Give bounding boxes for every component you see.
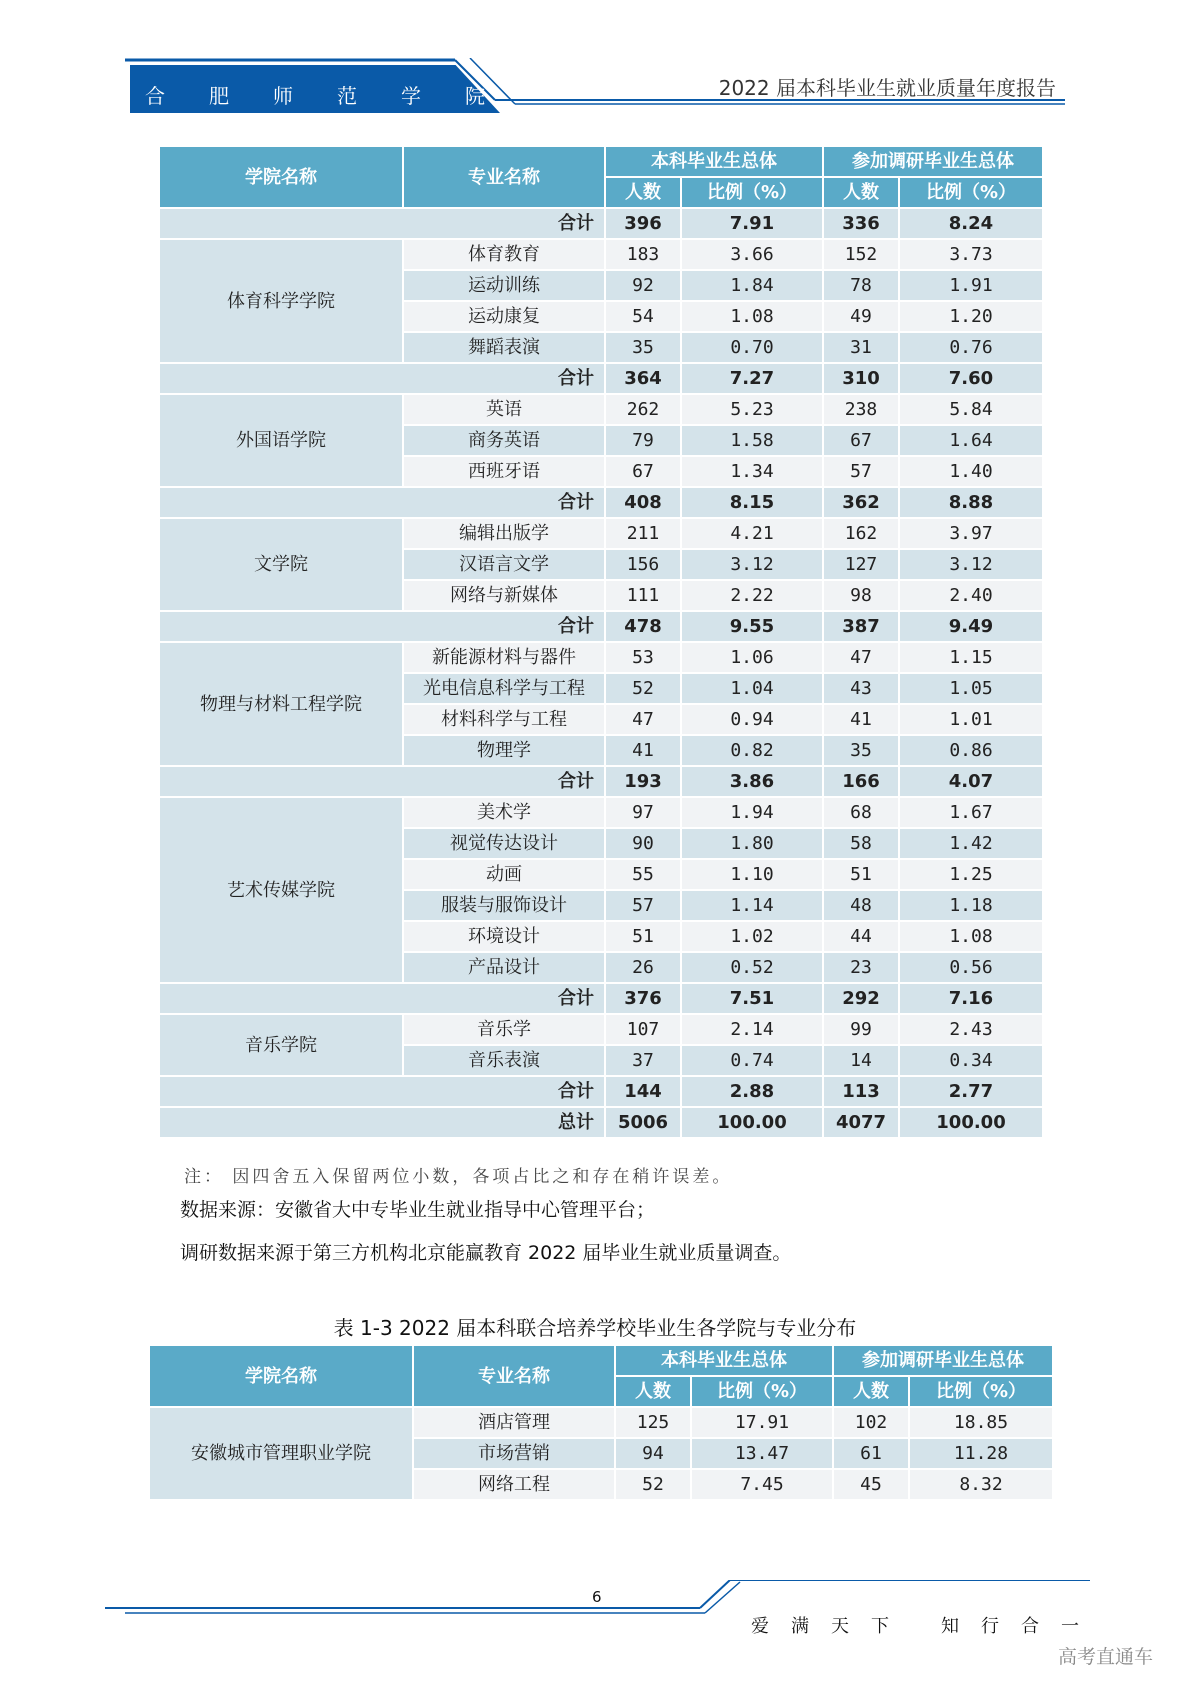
survey-count-cell: 67 [823,425,899,456]
ratio-cell: 1.10 [681,859,823,890]
survey-count-cell: 152 [823,239,899,270]
joint-training-table [148,1344,1054,1501]
major-name-cell: 材料科学与工程 [403,704,605,735]
subtotal-row [159,1076,1043,1107]
survey-count-cell: 336 [823,208,899,239]
ratio-cell: 3.86 [681,766,823,797]
count-cell: 67 [605,456,681,487]
watermark: 高考直通车 [1058,1646,1154,1668]
ratio-cell: 0.52 [681,952,823,983]
ratio-cell: 7.45 [691,1469,833,1500]
survey-count-cell: 44 [823,921,899,952]
motto-char: 爱 [751,1616,769,1637]
count-cell: 408 [605,487,681,518]
header-major: 专业名称 [413,1345,615,1407]
count-cell: 478 [605,611,681,642]
ratio-cell: 7.51 [681,983,823,1014]
major-name-cell: 光电信息科学与工程 [403,673,605,704]
count-cell: 211 [605,518,681,549]
survey-count-cell: 238 [823,394,899,425]
ratio-cell: 1.80 [681,828,823,859]
subtotal-row [159,611,1043,642]
ratio-cell: 1.58 [681,425,823,456]
header-college: 学院名称 [159,146,403,208]
count-cell: 92 [605,270,681,301]
ratio-cell: 1.06 [681,642,823,673]
survey-count-cell: 49 [823,301,899,332]
ratio-cell: 4.21 [681,518,823,549]
survey-ratio-cell: 1.67 [899,797,1043,828]
motto-char: 合 [1021,1616,1039,1637]
major-name-cell: 网络工程 [413,1469,615,1500]
ratio-cell: 7.91 [681,208,823,239]
subtotal-label: 总计 [159,1107,605,1138]
subtotal-label: 合计 [159,208,605,239]
subtotal-row [159,363,1043,394]
data-source-note: 数据来源：安徽省大中专毕业生就业指导中心管理平台； [180,1199,656,1221]
header-ratio: 比例（%） [681,177,823,208]
table-row [159,239,1043,270]
count-cell: 396 [605,208,681,239]
table-body [149,1407,1053,1500]
ratio-cell: 1.04 [681,673,823,704]
survey-count-cell: 58 [823,828,899,859]
survey-ratio-cell: 0.34 [899,1045,1043,1076]
ratio-cell: 100.00 [681,1107,823,1138]
survey-count-cell: 41 [823,704,899,735]
ratio-cell: 0.94 [681,704,823,735]
ratio-cell: 0.82 [681,735,823,766]
survey-count-cell: 78 [823,270,899,301]
count-cell: 26 [605,952,681,983]
survey-ratio-cell: 100.00 [899,1107,1043,1138]
survey-count-cell: 4077 [823,1107,899,1138]
survey-count-cell: 99 [823,1014,899,1045]
count-cell: 364 [605,363,681,394]
header-major: 专业名称 [403,146,605,208]
count-cell: 57 [605,890,681,921]
header-group-survey: 参加调研毕业生总体 [833,1345,1053,1376]
survey-ratio-cell: 0.56 [899,952,1043,983]
major-name-cell: 新能源材料与器件 [403,642,605,673]
school-name [145,80,485,109]
count-cell: 193 [605,766,681,797]
report-title: 2022 届本科毕业生就业质量年度报告 [718,76,1056,100]
ratio-cell: 17.91 [691,1407,833,1438]
survey-count-cell: 113 [823,1076,899,1107]
major-name-cell: 产品设计 [403,952,605,983]
survey-ratio-cell: 1.20 [899,301,1043,332]
survey-ratio-cell: 1.05 [899,673,1043,704]
ratio-cell: 1.08 [681,301,823,332]
header-college: 学院名称 [149,1345,413,1407]
major-name-cell: 音乐表演 [403,1045,605,1076]
header-group-all: 本科毕业生总体 [605,146,823,177]
motto-char: 一 [1061,1616,1079,1637]
survey-ratio-cell: 7.16 [899,983,1043,1014]
major-name-cell: 美术学 [403,797,605,828]
college-name-cell: 物理与材料工程学院 [159,642,403,766]
survey-count-cell: 61 [833,1438,909,1469]
count-cell: 79 [605,425,681,456]
subtotal-label: 合计 [159,1076,605,1107]
major-name-cell: 动画 [403,859,605,890]
rounding-note: 注： 因四舍五入保留两位小数，各项占比之和存在稍许误差。 [184,1167,733,1187]
survey-count-cell: 45 [833,1469,909,1500]
survey-ratio-cell: 7.60 [899,363,1043,394]
survey-count-cell: 387 [823,611,899,642]
count-cell: 90 [605,828,681,859]
count-cell: 5006 [605,1107,681,1138]
survey-ratio-cell: 1.42 [899,828,1043,859]
ratio-cell: 2.22 [681,580,823,611]
table-row [149,1407,1053,1438]
major-name-cell: 物理学 [403,735,605,766]
survey-count-cell: 23 [823,952,899,983]
count-cell: 111 [605,580,681,611]
subtotal-label: 合计 [159,983,605,1014]
major-name-cell: 汉语言文学 [403,549,605,580]
survey-count-cell: 14 [823,1045,899,1076]
survey-count-cell: 166 [823,766,899,797]
survey-count-cell: 31 [823,332,899,363]
subtotal-row [159,487,1043,518]
header-count: 人数 [833,1376,909,1407]
major-name-cell: 舞蹈表演 [403,332,605,363]
count-cell: 94 [615,1438,691,1469]
major-name-cell: 编辑出版学 [403,518,605,549]
count-cell: 53 [605,642,681,673]
college-name-cell: 文学院 [159,518,403,611]
count-cell: 41 [605,735,681,766]
survey-count-cell: 127 [823,549,899,580]
major-distribution-table [158,145,1044,1139]
survey-count-cell: 51 [823,859,899,890]
survey-ratio-cell: 2.77 [899,1076,1043,1107]
ratio-cell: 8.15 [681,487,823,518]
grand-total-row [159,1107,1043,1138]
major-name-cell: 体育教育 [403,239,605,270]
ratio-cell: 5.23 [681,394,823,425]
survey-count-cell: 310 [823,363,899,394]
school-name-char: 学 [401,84,421,108]
header-group-survey: 参加调研毕业生总体 [823,146,1043,177]
subtotal-label: 合计 [159,363,605,394]
major-name-cell: 环境设计 [403,921,605,952]
survey-ratio-cell: 5.84 [899,394,1043,425]
major-name-cell: 服装与服饰设计 [403,890,605,921]
ratio-cell: 7.27 [681,363,823,394]
header-ratio: 比例（%） [899,177,1043,208]
survey-ratio-cell: 2.40 [899,580,1043,611]
count-cell: 37 [605,1045,681,1076]
ratio-cell: 13.47 [691,1438,833,1469]
count-cell: 54 [605,301,681,332]
count-cell: 144 [605,1076,681,1107]
survey-ratio-cell: 1.64 [899,425,1043,456]
major-name-cell: 西班牙语 [403,456,605,487]
ratio-cell: 3.66 [681,239,823,270]
survey-count-cell: 162 [823,518,899,549]
survey-ratio-cell: 0.86 [899,735,1043,766]
survey-ratio-cell: 1.91 [899,270,1043,301]
page-number: 6 [592,1588,602,1606]
survey-ratio-cell: 11.28 [909,1438,1053,1469]
survey-count-cell: 35 [823,735,899,766]
college-name-cell: 体育科学学院 [159,239,403,363]
count-cell: 107 [605,1014,681,1045]
ratio-cell: 1.34 [681,456,823,487]
survey-count-cell: 98 [823,580,899,611]
major-name-cell: 酒店管理 [413,1407,615,1438]
count-cell: 51 [605,921,681,952]
survey-count-cell: 47 [823,642,899,673]
survey-count-cell: 102 [833,1407,909,1438]
ratio-cell: 1.84 [681,270,823,301]
motto-char: 行 [981,1616,999,1637]
ratio-cell: 1.94 [681,797,823,828]
count-cell: 376 [605,983,681,1014]
count-cell: 52 [615,1469,691,1500]
major-name-cell: 网络与新媒体 [403,580,605,611]
survey-ratio-cell: 4.07 [899,766,1043,797]
motto-char: 下 [871,1616,889,1637]
school-name-char: 院 [465,84,485,108]
survey-ratio-cell: 0.76 [899,332,1043,363]
school-name-char: 范 [337,84,357,108]
survey-ratio-cell: 3.12 [899,549,1043,580]
motto-char: 天 [831,1616,849,1637]
survey-ratio-cell: 8.88 [899,487,1043,518]
survey-ratio-cell: 3.97 [899,518,1043,549]
count-cell: 125 [615,1407,691,1438]
survey-count-cell: 57 [823,456,899,487]
survey-ratio-cell: 1.08 [899,921,1043,952]
subtotal-row [159,208,1043,239]
school-name-char: 师 [273,84,293,108]
header-count: 人数 [823,177,899,208]
major-name-cell: 视觉传达设计 [403,828,605,859]
motto-char: 满 [791,1616,809,1637]
ratio-cell: 0.70 [681,332,823,363]
ratio-cell: 2.88 [681,1076,823,1107]
survey-ratio-cell: 1.25 [899,859,1043,890]
count-cell: 47 [605,704,681,735]
college-name-cell: 外国语学院 [159,394,403,487]
count-cell: 156 [605,549,681,580]
header-ratio: 比例（%） [909,1376,1053,1407]
survey-count-cell: 48 [823,890,899,921]
survey-ratio-cell: 1.01 [899,704,1043,735]
survey-ratio-cell: 8.24 [899,208,1043,239]
table-body [159,208,1043,1138]
table-row [159,518,1043,549]
survey-ratio-cell: 3.73 [899,239,1043,270]
school-name-char: 合 [145,84,165,108]
survey-ratio-cell: 1.40 [899,456,1043,487]
survey-count-cell: 292 [823,983,899,1014]
count-cell: 52 [605,673,681,704]
college-name-cell: 音乐学院 [159,1014,403,1076]
ratio-cell: 1.14 [681,890,823,921]
survey-count-cell: 68 [823,797,899,828]
college-name-cell: 安徽城市管理职业学院 [149,1407,413,1500]
survey-ratio-cell: 2.43 [899,1014,1043,1045]
subtotal-label: 合计 [159,487,605,518]
header-group-all: 本科毕业生总体 [615,1345,833,1376]
subtotal-label: 合计 [159,611,605,642]
ratio-cell: 1.02 [681,921,823,952]
survey-ratio-cell: 1.18 [899,890,1043,921]
major-name-cell: 市场营销 [413,1438,615,1469]
motto-char: 知 [941,1616,959,1637]
count-cell: 183 [605,239,681,270]
table-row [159,642,1043,673]
college-name-cell: 艺术传媒学院 [159,797,403,983]
subtotal-row [159,766,1043,797]
major-name-cell: 运动康复 [403,301,605,332]
table-caption: 表 1-3 2022 届本科联合培养学校毕业生各学院与专业分布 [333,1316,857,1340]
ratio-cell: 2.14 [681,1014,823,1045]
survey-source-note: 调研数据来源于第三方机构北京能赢教育 2022 届毕业生就业质量调查。 [180,1242,792,1264]
survey-ratio-cell: 18.85 [909,1407,1053,1438]
header-count: 人数 [615,1376,691,1407]
survey-count-cell: 362 [823,487,899,518]
header-ratio: 比例（%） [691,1376,833,1407]
survey-ratio-cell: 9.49 [899,611,1043,642]
ratio-cell: 3.12 [681,549,823,580]
survey-ratio-cell: 8.32 [909,1469,1053,1500]
count-cell: 262 [605,394,681,425]
major-name-cell: 音乐学 [403,1014,605,1045]
table-row [159,394,1043,425]
motto [740,1612,1090,1638]
survey-ratio-cell: 1.15 [899,642,1043,673]
header-count: 人数 [605,177,681,208]
major-name-cell: 运动训练 [403,270,605,301]
table-row [159,1014,1043,1045]
ratio-cell: 9.55 [681,611,823,642]
count-cell: 55 [605,859,681,890]
major-name-cell: 商务英语 [403,425,605,456]
subtotal-row [159,983,1043,1014]
subtotal-label: 合计 [159,766,605,797]
school-name-char: 肥 [209,84,229,108]
survey-count-cell: 43 [823,673,899,704]
ratio-cell: 0.74 [681,1045,823,1076]
major-name-cell: 英语 [403,394,605,425]
table-row [159,797,1043,828]
count-cell: 35 [605,332,681,363]
count-cell: 97 [605,797,681,828]
